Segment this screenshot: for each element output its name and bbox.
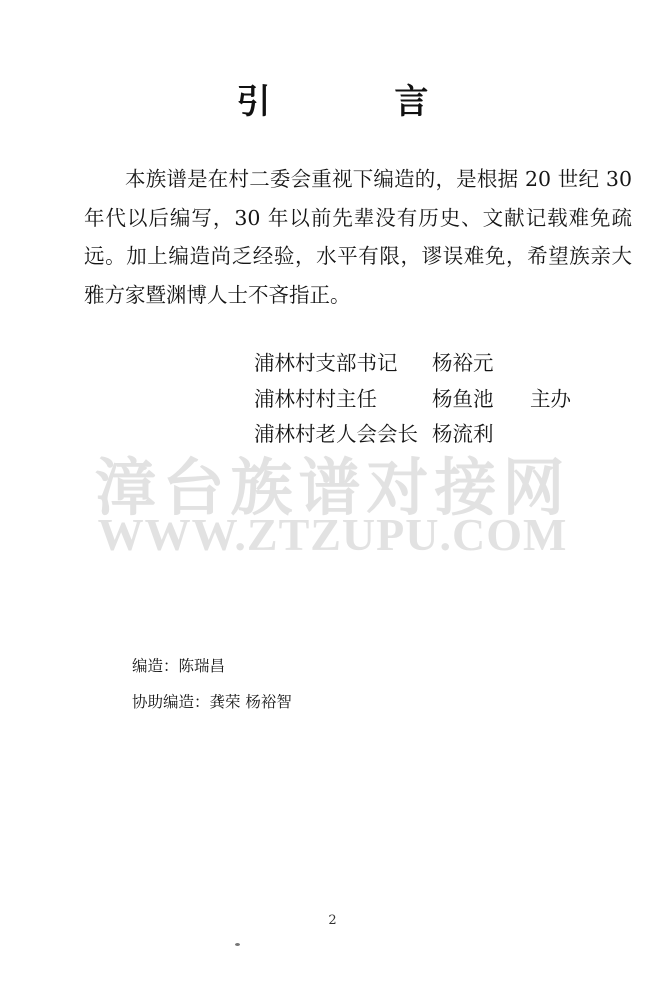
signature-name: 杨流利 (432, 422, 494, 446)
signature-title: 浦林村老人会会长 (254, 422, 418, 446)
page-number: 2 (328, 913, 337, 928)
signature-role: 主办 (530, 386, 571, 411)
signature-title: 浦林村支部书记 (254, 351, 398, 375)
watermark-url: WWW.ZTZUPU.COM (97, 509, 568, 560)
signature-title: 浦林村村主任 (254, 386, 377, 411)
scan-speck (235, 943, 240, 946)
compiler-credit: 编造：陈瑞昌 (132, 657, 226, 675)
assistant-credit: 协助编造：龚荣 杨裕智 (132, 693, 292, 711)
page-title: 引 言 (236, 82, 485, 122)
preface-paragraph: 本族谱是在村二委会重视下编造的，是根据 20 世纪 30 年代以后编写，30 年以前先辈没有历史、文献记载难免疏远。加上编造尚乏经验，水平有限，谬误难免，希望族亲大雅方家暨渊博人士不吝指正。 (84, 167, 632, 307)
signature-name: 杨鱼池 (432, 386, 494, 411)
watermark-site-name: 漳台族谱对接网 (94, 451, 571, 524)
signature-name: 杨裕元 (432, 351, 494, 375)
credits-block (132, 648, 292, 720)
